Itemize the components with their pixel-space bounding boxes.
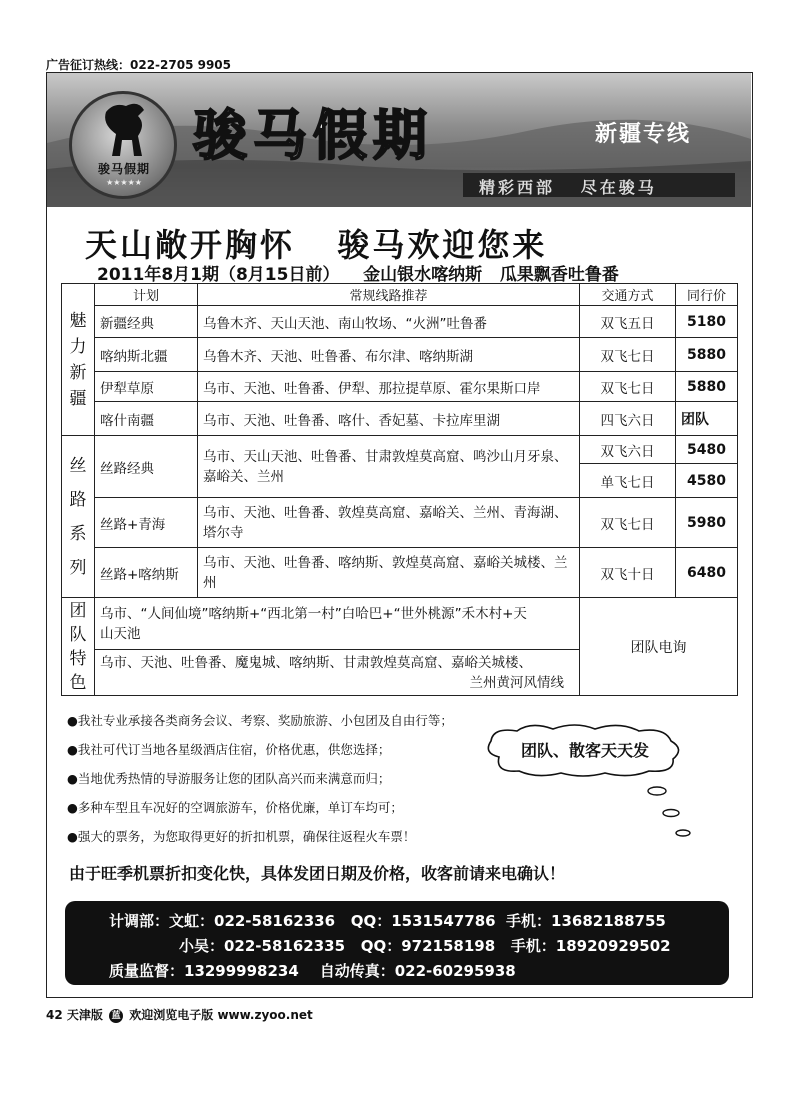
price-cell: 5180 (676, 306, 738, 338)
edition-badge-icon: 蓝 (109, 1009, 123, 1023)
table-row (62, 372, 738, 402)
transport-cell: 双飞十日 (580, 548, 676, 598)
route-cell: 乌市、天池、吐鲁番、喀纳斯、敦煌莫高窟、嘉峪关城楼、兰州 (198, 548, 580, 598)
group-cell-silkroad (62, 436, 95, 598)
plan-cell: 丝路经典 (95, 436, 198, 498)
banner (47, 73, 751, 207)
route-cell: 乌市、天池、吐鲁番、敦煌莫高窟、嘉峪关、兰州、青海湖、塔尔寺 (198, 498, 580, 548)
service-bullet: ●多种车型且车况好的空调旅游车，价格优廉，单订车均可； (67, 800, 403, 815)
route-cell: 乌鲁木齐、天池、吐鲁番、布尔津、喀纳斯湖 (198, 338, 580, 372)
table-row (62, 598, 738, 650)
table-row (62, 306, 738, 338)
plan-cell: 伊犁草原 (95, 372, 198, 402)
plan-cell: 丝路+喀纳斯 (95, 548, 198, 598)
route-tag: 新疆专线 (595, 122, 692, 147)
route-cell: 乌市、天山天池、吐鲁番、甘肃敦煌莫高窟、鸣沙山月牙泉、嘉峪关、兰州 (198, 436, 580, 498)
route-table (61, 283, 738, 696)
plan-cell: 喀什南疆 (95, 402, 198, 436)
route-cell: 乌鲁木齐、天山天池、南山牧场、“火洲”吐鲁番 (198, 306, 580, 338)
route-cell: 乌市、天池、吐鲁番、伊犁、那拉提草原、霍尔果斯口岸 (198, 372, 580, 402)
horse-icon (72, 94, 174, 164)
table-row (62, 548, 738, 598)
slogan-bar: 精彩西部 尽在骏马 (463, 173, 735, 197)
price-cell: 团队 (676, 402, 738, 436)
contact-line: 质量监督：13299998234 自动传真：022-60295938 (109, 962, 516, 980)
issue-subhead: 2011年8月1期（8月15日前） 金山银水喀纳斯 瓜果飘香吐鲁番 (97, 265, 619, 285)
callout-bubbles (643, 783, 703, 843)
service-bullet: ●我社专业承接各类商务会议、考察、奖励旅游、小包团及自由行等； (67, 713, 453, 728)
route-cell (95, 650, 580, 696)
price-cell: 5480 (676, 436, 738, 464)
service-bullet: ●当地优秀热情的导游服务让您的团队高兴而来满意而归； (67, 771, 391, 786)
transport-cell: 双飞七日 (580, 498, 676, 548)
contact-line: 小吴：022-58162335 QQ：972158198 手机：18920929502 (179, 937, 671, 955)
route-line: 乌市、天池、吐鲁番、魔鬼城、喀纳斯、甘肃敦煌莫高窟、嘉峪关城楼、 (100, 654, 532, 671)
transport-cell: 双飞五日 (580, 306, 676, 338)
footer-page: 42 天津版 (46, 1008, 103, 1022)
group-label-charm: 魅力新疆 (69, 310, 87, 409)
route-line: 兰州黄河风情线 (469, 674, 564, 691)
confirm-note: 由于旺季机票折扣变化快，具体发团日期及价格，收客前请来电确认！ (69, 864, 566, 883)
transport-cell: 双飞六日 (580, 436, 676, 464)
price-cell: 4580 (676, 464, 738, 498)
contact-panel (65, 901, 729, 985)
callout-text: 团队、散客天天发 (520, 741, 649, 760)
transport-cell: 单飞七日 (580, 464, 676, 498)
table-row (62, 338, 738, 372)
table-row (62, 498, 738, 548)
table-header-row (62, 284, 738, 306)
service-bullet: ●强大的票务，为您取得更好的折扣机票，确保往返程火车票！ (67, 829, 416, 844)
header-route: 常规线路推荐 (198, 284, 580, 306)
group-label-team: 团队特色 (69, 600, 87, 693)
page-footer (46, 1006, 313, 1023)
price-cell: 6480 (676, 548, 738, 598)
route-cell: 乌市、天池、吐鲁番、喀什、香妃墓、卡拉库里湖 (198, 402, 580, 436)
header-plan: 计划 (95, 284, 198, 306)
group-label-silkroad: 丝路系列 (69, 455, 87, 578)
ad-frame (46, 72, 753, 998)
logo-stars: ★★★★★ (106, 178, 142, 187)
transport-cell: 四飞六日 (580, 402, 676, 436)
route-cell: 乌市、“人间仙境”喀纳斯+“西北第一村”白哈巴+“世外桃源”禾木村+天山天池 (95, 598, 580, 650)
transport-cell: 双飞七日 (580, 372, 676, 402)
header-price: 同行价 (676, 284, 738, 306)
contact-line: 计调部：文虹：022-58162336 QQ：1531547786 手机：13682188755 (109, 912, 666, 930)
brand-title: 骏马假期 (193, 103, 433, 167)
header-transport: 交通方式 (580, 284, 676, 306)
plan-cell: 喀纳斯北疆 (95, 338, 198, 372)
headline: 天山敞开胸怀 骏马欢迎您来 (85, 226, 548, 264)
plan-cell: 新疆经典 (95, 306, 198, 338)
plan-cell: 丝路+青海 (95, 498, 198, 548)
table-row (62, 402, 738, 436)
footer-site[interactable]: 欢迎浏览电子版 www.zyoo.net (129, 1008, 313, 1022)
price-cell: 5880 (676, 338, 738, 372)
horse-logo (69, 91, 177, 199)
header-blank (62, 284, 95, 436)
service-bullet: ●我社可代订当地各星级酒店住宿，价格优惠，供您选择； (67, 742, 391, 757)
price-cell: 5980 (676, 498, 738, 548)
transport-cell: 双飞七日 (580, 338, 676, 372)
team-inquiry-cell: 团队电询 (580, 598, 738, 696)
price-cell: 5880 (676, 372, 738, 402)
logo-text: 骏马假期 (97, 162, 150, 176)
ad-hotline: 广告征订热线：022-2705 9905 (46, 58, 232, 72)
table-row (62, 436, 738, 464)
group-cell-team (62, 598, 95, 696)
